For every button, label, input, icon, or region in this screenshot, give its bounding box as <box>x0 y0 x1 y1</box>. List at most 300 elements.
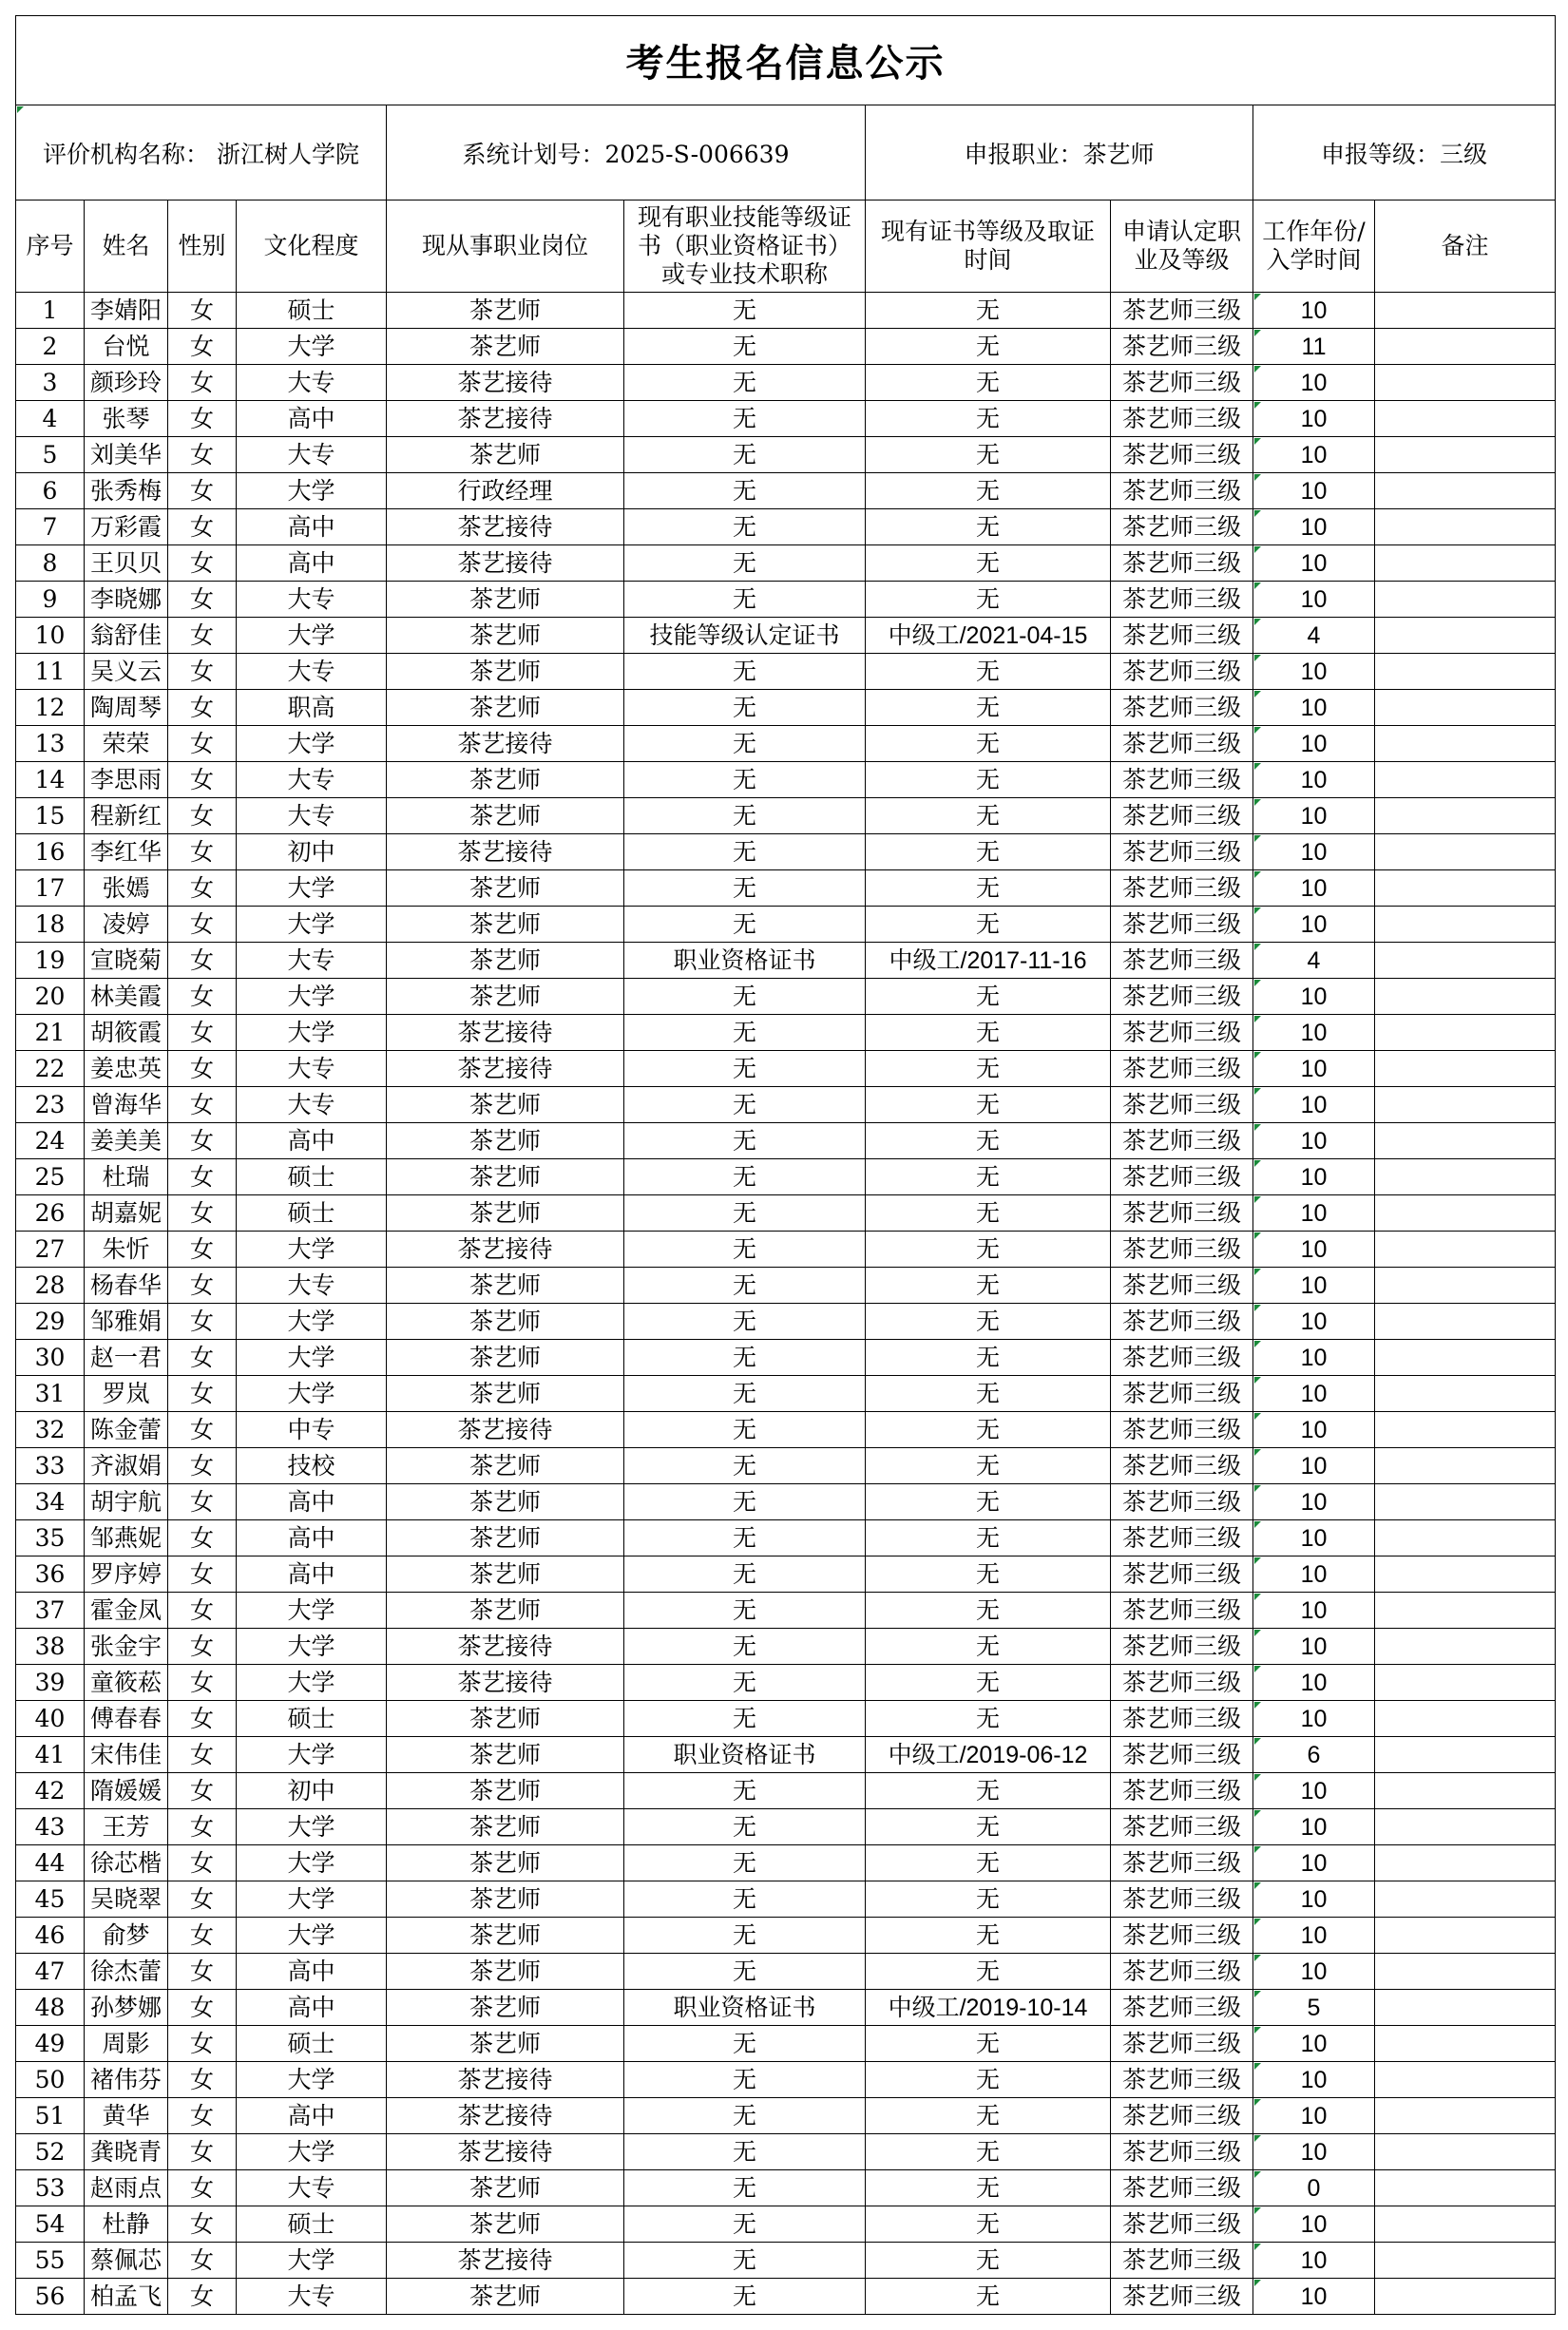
cell-apply[interactable]: 茶艺师三级 <box>1111 1737 1253 1773</box>
cell-years[interactable]: 10 <box>1253 1087 1375 1123</box>
cell-note[interactable] <box>1375 582 1556 618</box>
cell-education[interactable]: 大学 <box>237 1376 387 1412</box>
cell-name[interactable]: 程新红 <box>85 798 168 834</box>
cell-cert[interactable]: 职业资格证书 <box>624 943 866 979</box>
cell-name[interactable]: 宣晓菊 <box>85 943 168 979</box>
cell-gender[interactable]: 女 <box>168 726 237 762</box>
cell-gender[interactable]: 女 <box>168 2098 237 2134</box>
cell-note[interactable] <box>1375 943 1556 979</box>
cell-cert[interactable]: 无 <box>624 437 866 473</box>
cell-education[interactable]: 大学 <box>237 2062 387 2098</box>
cell-cert[interactable]: 无 <box>624 329 866 365</box>
cell-note[interactable] <box>1375 1737 1556 1773</box>
cell-seq[interactable]: 3 <box>16 365 85 401</box>
cell-cert[interactable]: 无 <box>624 2243 866 2279</box>
cell-apply[interactable]: 茶艺师三级 <box>1111 1665 1253 1701</box>
cell-cert[interactable]: 无 <box>624 1520 866 1557</box>
cell-job[interactable]: 茶艺师 <box>387 870 624 907</box>
cell-name[interactable]: 隋媛媛 <box>85 1773 168 1809</box>
cell-cert-level[interactable]: 无 <box>866 437 1111 473</box>
cell-gender[interactable]: 女 <box>168 1340 237 1376</box>
cell-job[interactable]: 茶艺师 <box>387 1593 624 1629</box>
cell-name[interactable]: 刘美华 <box>85 437 168 473</box>
cell-name[interactable]: 周影 <box>85 2026 168 2062</box>
cell-cert-level[interactable]: 无 <box>866 1484 1111 1520</box>
cell-name[interactable]: 徐芯楷 <box>85 1845 168 1881</box>
cell-years[interactable]: 10 <box>1253 1629 1375 1665</box>
cell-cert[interactable]: 无 <box>624 1881 866 1918</box>
cell-job[interactable]: 茶艺师 <box>387 2279 624 2315</box>
cell-job[interactable]: 茶艺师 <box>387 1954 624 1990</box>
cell-apply[interactable]: 茶艺师三级 <box>1111 545 1253 582</box>
cell-seq[interactable]: 16 <box>16 834 85 870</box>
cell-cert[interactable]: 无 <box>624 2098 866 2134</box>
cell-cert-level[interactable]: 无 <box>866 1232 1111 1268</box>
cell-apply[interactable]: 茶艺师三级 <box>1111 1484 1253 1520</box>
cell-name[interactable]: 徐杰蕾 <box>85 1954 168 1990</box>
cell-years[interactable]: 0 <box>1253 2170 1375 2206</box>
cell-apply[interactable]: 茶艺师三级 <box>1111 582 1253 618</box>
cell-job[interactable]: 茶艺师 <box>387 1845 624 1881</box>
cell-education[interactable]: 硕士 <box>237 1701 387 1737</box>
cell-education[interactable]: 职高 <box>237 690 387 726</box>
cell-apply[interactable]: 茶艺师三级 <box>1111 1773 1253 1809</box>
cell-gender[interactable]: 女 <box>168 1557 237 1593</box>
cell-note[interactable] <box>1375 1557 1556 1593</box>
header-note[interactable]: 备注 <box>1375 201 1556 293</box>
cell-years[interactable]: 11 <box>1253 329 1375 365</box>
cell-job[interactable]: 茶艺师 <box>387 1268 624 1304</box>
cell-name[interactable]: 杨春华 <box>85 1268 168 1304</box>
cell-job[interactable]: 茶艺师 <box>387 2206 624 2243</box>
cell-gender[interactable]: 女 <box>168 1376 237 1412</box>
cell-job[interactable]: 茶艺师 <box>387 1123 624 1159</box>
cell-education[interactable]: 高中 <box>237 1954 387 1990</box>
cell-seq[interactable]: 42 <box>16 1773 85 1809</box>
cell-name[interactable]: 李思雨 <box>85 762 168 798</box>
cell-cert[interactable]: 无 <box>624 401 866 437</box>
cell-seq[interactable]: 19 <box>16 943 85 979</box>
header-gender[interactable]: 性别 <box>168 201 237 293</box>
cell-years[interactable]: 10 <box>1253 437 1375 473</box>
cell-education[interactable]: 高中 <box>237 401 387 437</box>
header-name[interactable]: 姓名 <box>85 201 168 293</box>
cell-apply[interactable]: 茶艺师三级 <box>1111 834 1253 870</box>
cell-seq[interactable]: 55 <box>16 2243 85 2279</box>
cell-apply[interactable]: 茶艺师三级 <box>1111 762 1253 798</box>
cell-education[interactable]: 大学 <box>237 979 387 1015</box>
cell-apply[interactable]: 茶艺师三级 <box>1111 2279 1253 2315</box>
cell-years[interactable]: 10 <box>1253 1701 1375 1737</box>
cell-note[interactable] <box>1375 1954 1556 1990</box>
cell-cert-level[interactable]: 无 <box>866 1881 1111 1918</box>
cell-years[interactable]: 10 <box>1253 2279 1375 2315</box>
cell-cert[interactable]: 无 <box>624 1448 866 1484</box>
cell-apply[interactable]: 茶艺师三级 <box>1111 1809 1253 1845</box>
cell-cert[interactable]: 无 <box>624 1665 866 1701</box>
cell-gender[interactable]: 女 <box>168 329 237 365</box>
cell-cert-level[interactable]: 无 <box>866 798 1111 834</box>
cell-name[interactable]: 龚晓青 <box>85 2134 168 2170</box>
cell-gender[interactable]: 女 <box>168 1954 237 1990</box>
cell-gender[interactable]: 女 <box>168 1665 237 1701</box>
cell-years[interactable]: 10 <box>1253 907 1375 943</box>
cell-gender[interactable]: 女 <box>168 2206 237 2243</box>
cell-gender[interactable]: 女 <box>168 870 237 907</box>
cell-cert-level[interactable]: 无 <box>866 870 1111 907</box>
cell-name[interactable]: 杜静 <box>85 2206 168 2243</box>
cell-gender[interactable]: 女 <box>168 473 237 509</box>
cell-education[interactable]: 大专 <box>237 943 387 979</box>
cell-seq[interactable]: 13 <box>16 726 85 762</box>
cell-cert[interactable]: 职业资格证书 <box>624 1737 866 1773</box>
cell-job[interactable]: 茶艺师 <box>387 1484 624 1520</box>
cell-note[interactable] <box>1375 2026 1556 2062</box>
cell-name[interactable]: 赵雨点 <box>85 2170 168 2206</box>
header-apply[interactable]: 申请认定职业及等级 <box>1111 201 1253 293</box>
cell-education[interactable]: 高中 <box>237 1990 387 2026</box>
cell-years[interactable]: 10 <box>1253 834 1375 870</box>
cell-seq[interactable]: 24 <box>16 1123 85 1159</box>
cell-education[interactable]: 大学 <box>237 1593 387 1629</box>
cell-cert-level[interactable]: 无 <box>866 1918 1111 1954</box>
cell-education[interactable]: 大学 <box>237 1881 387 1918</box>
cell-education[interactable]: 硕士 <box>237 293 387 329</box>
cell-job[interactable]: 茶艺师 <box>387 329 624 365</box>
cell-name[interactable]: 李婧阳 <box>85 293 168 329</box>
cell-cert-level[interactable]: 中级工/2019-10-14 <box>866 1990 1111 2026</box>
cell-years[interactable]: 10 <box>1253 654 1375 690</box>
cell-education[interactable]: 大学 <box>237 329 387 365</box>
cell-cert[interactable]: 无 <box>624 473 866 509</box>
cell-cert[interactable]: 无 <box>624 1593 866 1629</box>
cell-seq[interactable]: 52 <box>16 2134 85 2170</box>
cell-cert[interactable]: 无 <box>624 1268 866 1304</box>
cell-seq[interactable]: 15 <box>16 798 85 834</box>
cell-education[interactable]: 大专 <box>237 582 387 618</box>
cell-education[interactable]: 大学 <box>237 907 387 943</box>
cell-note[interactable] <box>1375 1159 1556 1195</box>
cell-cert-level[interactable]: 无 <box>866 1015 1111 1051</box>
cell-note[interactable] <box>1375 979 1556 1015</box>
cell-education[interactable]: 初中 <box>237 1773 387 1809</box>
cell-years[interactable]: 10 <box>1253 1809 1375 1845</box>
cell-cert-level[interactable]: 无 <box>866 329 1111 365</box>
cell-seq[interactable]: 40 <box>16 1701 85 1737</box>
cell-apply[interactable]: 茶艺师三级 <box>1111 293 1253 329</box>
cell-cert-level[interactable]: 无 <box>866 2134 1111 2170</box>
cell-years[interactable]: 10 <box>1253 1340 1375 1376</box>
cell-cert-level[interactable]: 无 <box>866 1340 1111 1376</box>
cell-gender[interactable]: 女 <box>168 1015 237 1051</box>
cell-education[interactable]: 大专 <box>237 365 387 401</box>
cell-apply[interactable]: 茶艺师三级 <box>1111 979 1253 1015</box>
cell-job[interactable]: 茶艺师 <box>387 654 624 690</box>
cell-cert-level[interactable]: 中级工/2021-04-15 <box>866 618 1111 654</box>
cell-gender[interactable]: 女 <box>168 293 237 329</box>
cell-name[interactable]: 童筱菘 <box>85 1665 168 1701</box>
cell-cert-level[interactable]: 无 <box>866 1376 1111 1412</box>
cell-note[interactable] <box>1375 1087 1556 1123</box>
cell-cert[interactable]: 无 <box>624 1051 866 1087</box>
occupation-cell[interactable]: 申报职业：茶艺师 <box>866 105 1253 201</box>
cell-gender[interactable]: 女 <box>168 1918 237 1954</box>
cell-name[interactable]: 朱忻 <box>85 1232 168 1268</box>
cell-name[interactable]: 霍金凤 <box>85 1593 168 1629</box>
cell-years[interactable]: 10 <box>1253 726 1375 762</box>
cell-cert[interactable]: 无 <box>624 834 866 870</box>
cell-cert[interactable]: 无 <box>624 2062 866 2098</box>
cell-education[interactable]: 大学 <box>237 1665 387 1701</box>
cell-education[interactable]: 大学 <box>237 870 387 907</box>
cell-job[interactable]: 茶艺师 <box>387 2170 624 2206</box>
cell-job[interactable]: 茶艺师 <box>387 1737 624 1773</box>
cell-name[interactable]: 褚伟芬 <box>85 2062 168 2098</box>
cell-note[interactable] <box>1375 2098 1556 2134</box>
cell-seq[interactable]: 27 <box>16 1232 85 1268</box>
cell-seq[interactable]: 56 <box>16 2279 85 2315</box>
cell-cert[interactable]: 无 <box>624 798 866 834</box>
cell-job[interactable]: 茶艺师 <box>387 1881 624 1918</box>
header-job[interactable]: 现从事职业岗位 <box>387 201 624 293</box>
cell-cert-level[interactable]: 无 <box>866 1629 1111 1665</box>
cell-note[interactable] <box>1375 2134 1556 2170</box>
cell-apply[interactable]: 茶艺师三级 <box>1111 1845 1253 1881</box>
cell-cert[interactable]: 无 <box>624 1412 866 1448</box>
cell-education[interactable]: 大学 <box>237 1629 387 1665</box>
cell-note[interactable] <box>1375 2062 1556 2098</box>
cell-seq[interactable]: 17 <box>16 870 85 907</box>
cell-name[interactable]: 李红华 <box>85 834 168 870</box>
cell-education[interactable]: 大学 <box>237 1737 387 1773</box>
cell-seq[interactable]: 11 <box>16 654 85 690</box>
cell-years[interactable]: 10 <box>1253 582 1375 618</box>
cell-name[interactable]: 邹雅娟 <box>85 1304 168 1340</box>
cell-note[interactable] <box>1375 1593 1556 1629</box>
cell-cert[interactable]: 无 <box>624 979 866 1015</box>
cell-years[interactable]: 10 <box>1253 979 1375 1015</box>
cell-cert-level[interactable]: 无 <box>866 401 1111 437</box>
cell-education[interactable]: 高中 <box>237 1557 387 1593</box>
cell-cert-level[interactable]: 无 <box>866 1123 1111 1159</box>
cell-cert-level[interactable]: 无 <box>866 726 1111 762</box>
cell-note[interactable] <box>1375 1448 1556 1484</box>
cell-cert-level[interactable]: 无 <box>866 907 1111 943</box>
cell-job[interactable]: 茶艺接待 <box>387 545 624 582</box>
cell-education[interactable]: 高中 <box>237 545 387 582</box>
cell-years[interactable]: 10 <box>1253 2134 1375 2170</box>
cell-job[interactable]: 茶艺接待 <box>387 2243 624 2279</box>
cell-name[interactable]: 翁舒佳 <box>85 618 168 654</box>
cell-years[interactable]: 10 <box>1253 1665 1375 1701</box>
cell-job[interactable]: 茶艺师 <box>387 437 624 473</box>
cell-gender[interactable]: 女 <box>168 545 237 582</box>
cell-note[interactable] <box>1375 1412 1556 1448</box>
cell-gender[interactable]: 女 <box>168 2279 237 2315</box>
cell-name[interactable]: 台悦 <box>85 329 168 365</box>
cell-seq[interactable]: 25 <box>16 1159 85 1195</box>
cell-years[interactable]: 10 <box>1253 1593 1375 1629</box>
cell-gender[interactable]: 女 <box>168 690 237 726</box>
cell-seq[interactable]: 5 <box>16 437 85 473</box>
cell-gender[interactable]: 女 <box>168 509 237 545</box>
cell-apply[interactable]: 茶艺师三级 <box>1111 1304 1253 1340</box>
cell-gender[interactable]: 女 <box>168 1845 237 1881</box>
cell-years[interactable]: 4 <box>1253 943 1375 979</box>
cell-gender[interactable]: 女 <box>168 1087 237 1123</box>
cell-cert-level[interactable]: 无 <box>866 1954 1111 1990</box>
cell-cert[interactable]: 无 <box>624 870 866 907</box>
cell-job[interactable]: 茶艺师 <box>387 1376 624 1412</box>
cell-years[interactable]: 10 <box>1253 2098 1375 2134</box>
cell-gender[interactable]: 女 <box>168 2170 237 2206</box>
cell-note[interactable] <box>1375 1484 1556 1520</box>
cell-years[interactable]: 10 <box>1253 473 1375 509</box>
cell-job[interactable]: 茶艺师 <box>387 582 624 618</box>
cell-education[interactable]: 高中 <box>237 509 387 545</box>
cell-name[interactable]: 张金宇 <box>85 1629 168 1665</box>
cell-job[interactable]: 茶艺接待 <box>387 401 624 437</box>
cell-years[interactable]: 10 <box>1253 1159 1375 1195</box>
cell-cert[interactable]: 无 <box>624 582 866 618</box>
page-title[interactable]: 考生报名信息公示 <box>16 16 1556 105</box>
cell-years[interactable]: 10 <box>1253 401 1375 437</box>
cell-note[interactable] <box>1375 1845 1556 1881</box>
cell-seq[interactable]: 12 <box>16 690 85 726</box>
cell-apply[interactable]: 茶艺师三级 <box>1111 1195 1253 1232</box>
cell-apply[interactable]: 茶艺师三级 <box>1111 2134 1253 2170</box>
cell-education[interactable]: 大专 <box>237 762 387 798</box>
cell-years[interactable]: 10 <box>1253 1918 1375 1954</box>
cell-gender[interactable]: 女 <box>168 943 237 979</box>
cell-gender[interactable]: 女 <box>168 798 237 834</box>
cell-job[interactable]: 茶艺师 <box>387 1448 624 1484</box>
cell-name[interactable]: 吴义云 <box>85 654 168 690</box>
cell-note[interactable] <box>1375 1340 1556 1376</box>
cell-cert[interactable]: 无 <box>624 1340 866 1376</box>
cell-cert-level[interactable]: 无 <box>866 1773 1111 1809</box>
cell-gender[interactable]: 女 <box>168 1484 237 1520</box>
cell-name[interactable]: 张嫣 <box>85 870 168 907</box>
cell-name[interactable]: 陈金蕾 <box>85 1412 168 1448</box>
cell-cert-level[interactable]: 无 <box>866 1701 1111 1737</box>
cell-job[interactable]: 茶艺师 <box>387 1990 624 2026</box>
cell-education[interactable]: 大学 <box>237 1918 387 1954</box>
cell-gender[interactable]: 女 <box>168 1701 237 1737</box>
cell-note[interactable] <box>1375 1520 1556 1557</box>
cell-job[interactable]: 茶艺师 <box>387 1304 624 1340</box>
cell-seq[interactable]: 44 <box>16 1845 85 1881</box>
cell-name[interactable]: 罗序婷 <box>85 1557 168 1593</box>
cell-education[interactable]: 中专 <box>237 1412 387 1448</box>
cell-cert[interactable]: 无 <box>624 1845 866 1881</box>
cell-name[interactable]: 齐淑娟 <box>85 1448 168 1484</box>
cell-cert-level[interactable]: 无 <box>866 1412 1111 1448</box>
cell-note[interactable] <box>1375 329 1556 365</box>
cell-cert-level[interactable]: 无 <box>866 509 1111 545</box>
cell-note[interactable] <box>1375 2206 1556 2243</box>
cell-seq[interactable]: 36 <box>16 1557 85 1593</box>
cell-job[interactable]: 茶艺接待 <box>387 365 624 401</box>
cell-cert[interactable]: 无 <box>624 2134 866 2170</box>
cell-education[interactable]: 大学 <box>237 2243 387 2279</box>
cell-name[interactable]: 宋伟佳 <box>85 1737 168 1773</box>
cell-years[interactable]: 10 <box>1253 1954 1375 1990</box>
cell-education[interactable]: 大学 <box>237 1304 387 1340</box>
cell-gender[interactable]: 女 <box>168 907 237 943</box>
cell-cert[interactable]: 无 <box>624 1304 866 1340</box>
cell-seq[interactable]: 8 <box>16 545 85 582</box>
cell-apply[interactable]: 茶艺师三级 <box>1111 365 1253 401</box>
cell-note[interactable] <box>1375 907 1556 943</box>
cell-gender[interactable]: 女 <box>168 437 237 473</box>
level-cell[interactable]: 申报等级：三级 <box>1253 105 1556 201</box>
cell-name[interactable]: 李晓娜 <box>85 582 168 618</box>
cell-name[interactable]: 张秀梅 <box>85 473 168 509</box>
cell-gender[interactable]: 女 <box>168 1123 237 1159</box>
cell-seq[interactable]: 50 <box>16 2062 85 2098</box>
cell-gender[interactable]: 女 <box>168 401 237 437</box>
cell-cert[interactable]: 无 <box>624 1773 866 1809</box>
cell-education[interactable]: 硕士 <box>237 1159 387 1195</box>
cell-name[interactable]: 胡宇航 <box>85 1484 168 1520</box>
cell-education[interactable]: 技校 <box>237 1448 387 1484</box>
header-cert-level[interactable]: 现有证书等级及取证时间 <box>866 201 1111 293</box>
cell-education[interactable]: 大学 <box>237 1809 387 1845</box>
cell-apply[interactable]: 茶艺师三级 <box>1111 437 1253 473</box>
cell-gender[interactable]: 女 <box>168 2134 237 2170</box>
cell-note[interactable] <box>1375 473 1556 509</box>
cell-seq[interactable]: 41 <box>16 1737 85 1773</box>
cell-education[interactable]: 大专 <box>237 437 387 473</box>
cell-education[interactable]: 大专 <box>237 798 387 834</box>
cell-gender[interactable]: 女 <box>168 2243 237 2279</box>
cell-name[interactable]: 曾海华 <box>85 1087 168 1123</box>
plan-number-cell[interactable]: 系统计划号：2025-S-006639 <box>387 105 866 201</box>
cell-cert-level[interactable]: 无 <box>866 2243 1111 2279</box>
cell-apply[interactable]: 茶艺师三级 <box>1111 1520 1253 1557</box>
cell-job[interactable]: 茶艺接待 <box>387 834 624 870</box>
cell-apply[interactable]: 茶艺师三级 <box>1111 1954 1253 1990</box>
cell-cert-level[interactable]: 无 <box>866 1809 1111 1845</box>
cell-years[interactable]: 10 <box>1253 1448 1375 1484</box>
cell-note[interactable] <box>1375 762 1556 798</box>
cell-job[interactable]: 茶艺师 <box>387 1520 624 1557</box>
cell-name[interactable]: 凌婷 <box>85 907 168 943</box>
cell-cert-level[interactable]: 无 <box>866 654 1111 690</box>
cell-job[interactable]: 行政经理 <box>387 473 624 509</box>
cell-education[interactable]: 初中 <box>237 834 387 870</box>
cell-education[interactable]: 大专 <box>237 1268 387 1304</box>
cell-cert-level[interactable]: 无 <box>866 1845 1111 1881</box>
cell-education[interactable]: 高中 <box>237 1484 387 1520</box>
cell-job[interactable]: 茶艺接待 <box>387 2062 624 2098</box>
cell-education[interactable]: 大学 <box>237 1015 387 1051</box>
cell-job[interactable]: 茶艺接待 <box>387 2098 624 2134</box>
cell-gender[interactable]: 女 <box>168 1809 237 1845</box>
cell-apply[interactable]: 茶艺师三级 <box>1111 1232 1253 1268</box>
cell-note[interactable] <box>1375 1123 1556 1159</box>
cell-name[interactable]: 杜瑞 <box>85 1159 168 1195</box>
cell-gender[interactable]: 女 <box>168 1195 237 1232</box>
cell-gender[interactable]: 女 <box>168 1881 237 1918</box>
cell-apply[interactable]: 茶艺师三级 <box>1111 654 1253 690</box>
cell-gender[interactable]: 女 <box>168 1304 237 1340</box>
cell-apply[interactable]: 茶艺师三级 <box>1111 1376 1253 1412</box>
cell-seq[interactable]: 29 <box>16 1304 85 1340</box>
cell-cert-level[interactable]: 无 <box>866 545 1111 582</box>
cell-apply[interactable]: 茶艺师三级 <box>1111 1340 1253 1376</box>
